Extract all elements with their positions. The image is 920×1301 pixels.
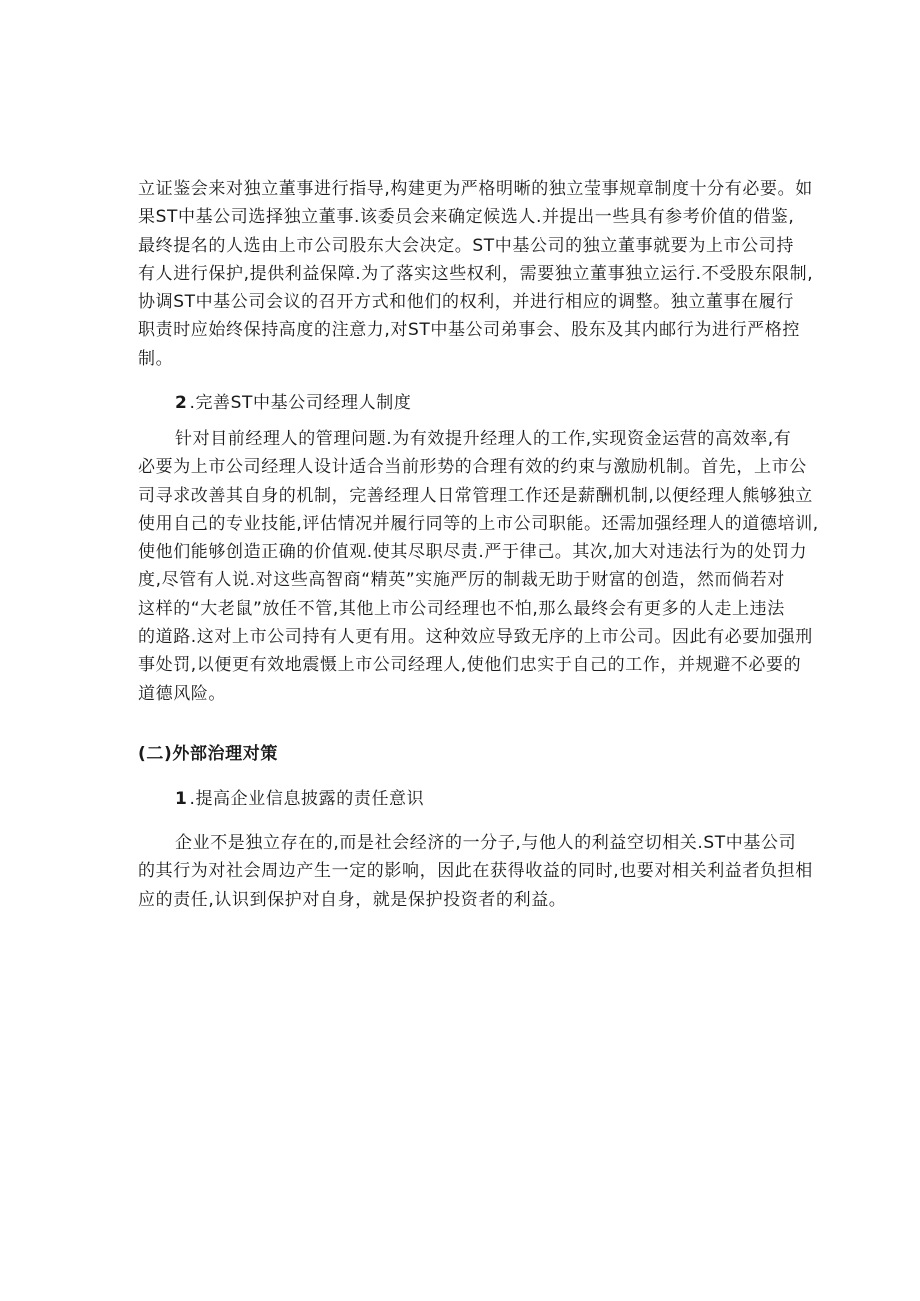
text-line: 有人进行保护,提供利益保障.为了落实这些权利，需要独立董事独立运行.不受股东限制, bbox=[138, 263, 814, 284]
text-line: 必要为上市公司经理人设计适合当前形势的合理有效的约束与激励机制。首先，上市公 bbox=[138, 457, 807, 478]
text-line: 立证鉴会来对独立董事进行指导,构建更为严格明晰的独立莹事规章制度十分有必要。如 bbox=[138, 179, 813, 199]
subheading-number: 2 bbox=[175, 393, 188, 413]
text-line: 这样的“大老鼠”放任不管,其他上市公司经理也不怕,那么最终会有更多的人走上违法 bbox=[138, 598, 785, 619]
text-line: 企业不是独立存在的,而是社会经济的一分子,与他人的利益空切相关.ST中基公司 bbox=[175, 833, 797, 853]
subheading-text: .完善ST中基公司经理人制度 bbox=[189, 393, 412, 413]
text-line: 针对目前经理人的管理问题.为有效提升经理人的工作,实现资金运营的高效率,有 bbox=[175, 429, 792, 449]
text-line: 司寻求改善其自身的机制，完善经理人日常管理工作还是薪酬机制,以便经理人熊够独立 bbox=[138, 485, 813, 506]
subheading-disclosure bbox=[175, 785, 424, 813]
section-heading-external-governance: (二)外部治理对策 bbox=[138, 744, 278, 764]
text-line: 事处罚,以便更有效地震慑上市公司经理人,使他们忠实于自己的工作，并规避不必要的 bbox=[138, 655, 802, 676]
text-line: 度,尽管有人说.对这些高智商“精英”实施严厉的制裁无助于财富的创造，然而倘若对 bbox=[138, 570, 785, 591]
text-line: 制。 bbox=[138, 348, 174, 369]
text-line: 使他们能够创造正确的价值观.使其尽职尽责.严于律己。其次,加大对违法行为的处罚力 bbox=[138, 542, 808, 563]
subheading-manager-system bbox=[175, 389, 411, 417]
text-line: 应的责任,认识到保护对自身，就是保护投资者的利益。 bbox=[138, 889, 567, 910]
text-line: 最终提名的人选由上市公司股东大会决定。ST中基公司的独立董事就要为上市公司持 bbox=[138, 235, 794, 256]
text-line: 职责时应始终保持高度的注意力,对ST中基公司弟事会、股东及其内邮行为进行严格控 bbox=[138, 320, 800, 341]
text-line: 的其行为对社会周边产生一定的影响，因此在获得收益的同时,也要对相关利益者负担相 bbox=[138, 861, 813, 882]
text-line: 使用自己的专业技能,评估情况并履行同等的上市公司职能。还需加强经理人的道德培训, bbox=[138, 513, 819, 534]
text-line: 的道路.这对上市公司持有人更有用。这种效应导致无序的上市公司。因此有必要加强刑 bbox=[138, 627, 813, 648]
paragraph-disclosure bbox=[138, 829, 813, 914]
text-line: 果ST中基公司选择独立董事.该委员会来确定候选人.并提出一些具有参考价值的借鉴, bbox=[138, 207, 795, 228]
subheading-number: 1 bbox=[175, 789, 188, 809]
paragraph-independent-directors bbox=[138, 175, 814, 373]
text-line: 道德风险。 bbox=[138, 683, 226, 704]
subheading-text: .提高企业信息披露的责任意识 bbox=[189, 789, 425, 809]
paragraph-manager-system bbox=[138, 425, 819, 708]
text-line: 协调ST中基公司会议的召开方式和他们的权利，并进行相应的调整。独立董事在履行 bbox=[138, 292, 794, 313]
